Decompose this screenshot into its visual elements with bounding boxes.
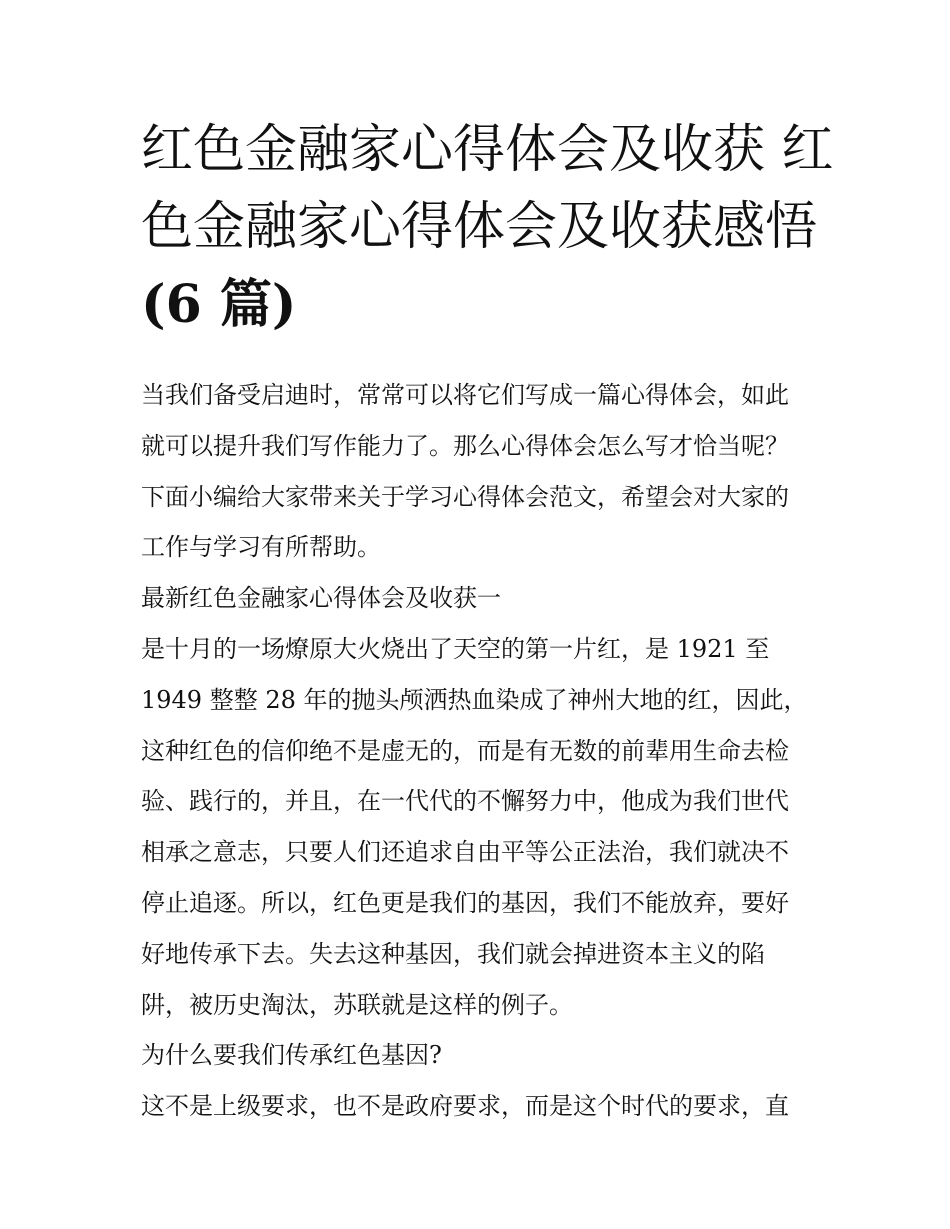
- body-line: 相承之意志，只要人们还追求自由平等公正法治，我们就决不: [141, 838, 789, 867]
- body-line: 这种红色的信仰绝不是虚无的，而是有无数的前辈用生命去检: [141, 736, 789, 765]
- body-line: 停止追逐。所以，红色更是我们的基因，我们不能放弃，要好: [141, 888, 789, 917]
- body-line: 这不是上级要求，也不是政府要求，而是这个时代的要求，直: [141, 1092, 789, 1121]
- body-line: 1949 整整 28 年的抛头颅洒热血染成了神州大地的红，因此，: [141, 685, 808, 714]
- body-line: 就可以提升我们写作能力了。那么心得体会怎么写才恰当呢？: [141, 431, 789, 460]
- section-heading: 最新红色金融家心得体会及收获一: [141, 584, 501, 613]
- title-line-3: (6 篇): [141, 274, 297, 335]
- document-body: [141, 370, 816, 1132]
- title-line-2: 色金融家心得体会及收获感悟: [141, 197, 818, 257]
- document-title: [141, 112, 834, 343]
- title-line-1: 红色金融家心得体会及收获 红: [141, 120, 834, 180]
- body-line: 阱，被历史淘汰，苏联就是这样的例子。: [141, 990, 573, 1019]
- body-line: 验、践行的，并且，在一代代的不懈努力中，他成为我们世代: [141, 787, 789, 816]
- document-page: [141, 112, 834, 1132]
- question-line: 为什么要我们传承红色基因?: [141, 1041, 442, 1070]
- body-line: 下面小编给大家带来关于学习心得体会范文，希望会对大家的: [141, 482, 789, 511]
- body-line: 是十月的一场燎原大火烧出了天空的第一片红，是 1921 至: [141, 634, 770, 663]
- body-line: 当我们备受启迪时，常常可以将它们写成一篇心得体会，如此: [141, 381, 789, 409]
- body-line: 好地传承下去。失去这种基因，我们就会掉进资本主义的陷: [141, 939, 765, 968]
- body-line: 工作与学习有所帮助。: [141, 533, 381, 562]
